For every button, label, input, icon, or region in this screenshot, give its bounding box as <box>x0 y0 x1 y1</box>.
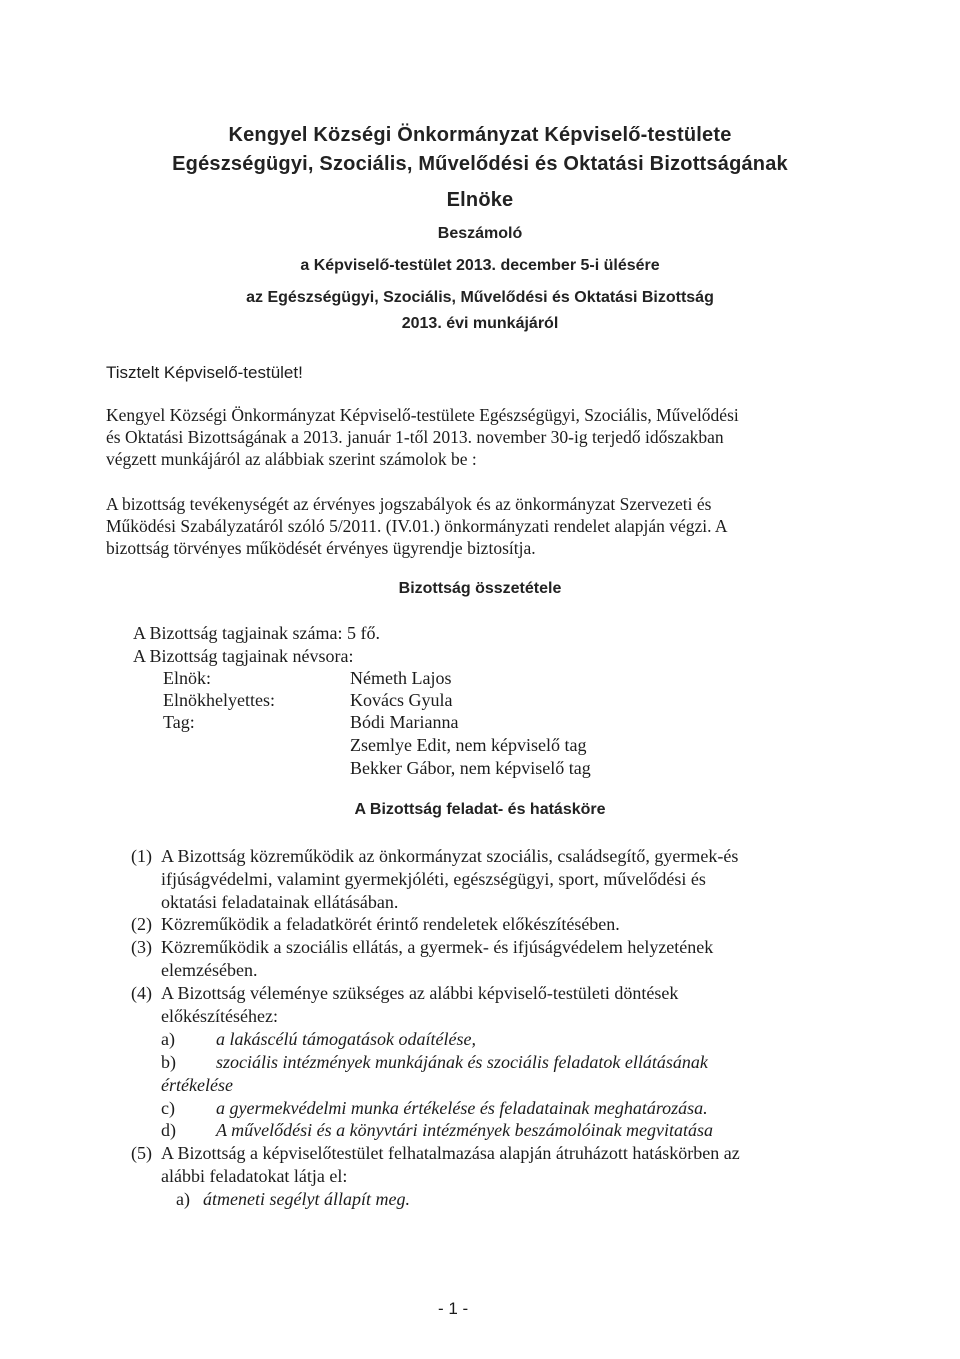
member-list-label: A Bizottság tagjainak névsora: <box>133 646 354 666</box>
intro-line-3: végzett munkájáról az alábbiak szerint számolok be : <box>106 449 477 469</box>
year-line: 2013. évi munkájáról <box>401 315 559 332</box>
header-title-line3: Elnöke <box>446 189 514 211</box>
composition-title: Bizottság összetétele <box>398 580 562 597</box>
member-name: Zsemlye Edit, nem képviselő tag <box>350 735 587 755</box>
duty-4-line-2: előkészítéséhez: <box>161 1006 278 1026</box>
page-number: - 1 - <box>438 1299 469 1318</box>
intro-line-1: Kengyel Községi Önkormányzat Képviselő-testülete Egészségügyi, Szociális, Művelődési <box>106 405 739 425</box>
header-title-line2: Egészségügyi, Szociális, Művelődési és Oktatási Bizottságának <box>172 153 788 175</box>
duty-4-line-1: A Bizottság véleménye szükséges az alábbi képviselő-testületi döntések <box>161 983 679 1003</box>
duties-title: A Bizottság feladat- és hatásköre <box>354 801 606 818</box>
item-text: a lakáscélú támogatások odaítélése, <box>216 1029 476 1049</box>
meeting-line: a Képviselő-testület 2013. december 5-i ülésére <box>300 257 660 274</box>
header-title-line1: Kengyel Községi Önkormányzat Képviselő-testülete <box>228 124 732 146</box>
duty-3-line-1: Közreműködik a szociális ellátás, a gyermek- és ifjúságvédelem helyzetének <box>161 937 714 957</box>
legal-line-1: A bizottság tevékenységét az érvényes jogszabályok és az önkormányzat Szervezeti és <box>106 494 712 514</box>
duty-3-line-2: elemzésében. <box>161 960 258 980</box>
member-name: Kovács Gyula <box>350 690 453 710</box>
item-label: c) <box>161 1098 175 1118</box>
legal-line-3: bizottság törvényes működését érvényes ügyrendje biztosítja. <box>106 538 536 558</box>
item-label: d) <box>161 1120 176 1140</box>
item-text: szociális intézmények munkájának és szociális feladatok ellátásának <box>216 1052 708 1072</box>
paragraph-number: (4) <box>131 983 152 1003</box>
committee-line: az Egészségügyi, Szociális, Művelődési és Oktatási Bizottság <box>246 289 714 306</box>
member-name: Bódi Marianna <box>350 712 459 732</box>
report-title: Beszámoló <box>437 225 523 242</box>
duty-1-line-3: oktatási feladatainak ellátásában. <box>161 892 399 912</box>
intro-line-2: és Oktatási Bizottságának a 2013. január 1-től 2013. november 30-ig terjedő időszakban <box>106 427 724 447</box>
paragraph-number: (1) <box>131 846 152 866</box>
member-name: Bekker Gábor, nem képviselő tag <box>350 758 591 778</box>
item-text: A művelődési és a könyvtári intézmények beszámolóinak megvitatása <box>216 1120 714 1140</box>
duty-5-line-1: A Bizottság a képviselőtestület felhatalmazása alapján átruházott hatáskörben az <box>161 1143 740 1163</box>
member-role: Elnökhelyettes: <box>163 690 275 710</box>
item-label: a) <box>176 1189 190 1209</box>
duty-5-line-2: alábbi feladatokat látja el: <box>161 1166 348 1186</box>
member-count: A Bizottság tagjainak száma: 5 fő. <box>133 623 380 643</box>
item-label: a) <box>161 1029 175 1049</box>
duty-1-line-1: A Bizottság közreműködik az önkormányzat szociális, családsegítő, gyermek-és <box>161 846 739 866</box>
paragraph-number: (5) <box>131 1143 152 1163</box>
item-text: átmeneti segélyt állapít meg. <box>203 1189 410 1209</box>
paragraph-number: (2) <box>131 914 152 934</box>
paragraph-number: (3) <box>131 937 152 957</box>
duty-2-line-1: Közreműködik a feladatkörét érintő rendeletek előkészítésében. <box>161 914 620 934</box>
item-text: a gyermekvédelmi munka értékelése és feladatainak meghatározása. <box>216 1098 708 1118</box>
legal-line-2: Működési Szabályzatáról szóló 5/2011. (IV.01.) önkormányzati rendelet alapján végzi. A <box>106 516 728 536</box>
item-text: értékelése <box>161 1075 233 1095</box>
salutation: Tisztelt Képviselő-testület! <box>106 363 303 382</box>
duty-1-line-2: ifjúságvédelmi, valamint gyermekjóléti, egészségügyi, sport, művelődési és <box>161 869 706 889</box>
item-label: b) <box>161 1052 176 1072</box>
member-name: Németh Lajos <box>350 668 452 688</box>
member-role: Tag: <box>163 712 195 732</box>
member-role: Elnök: <box>163 668 211 688</box>
